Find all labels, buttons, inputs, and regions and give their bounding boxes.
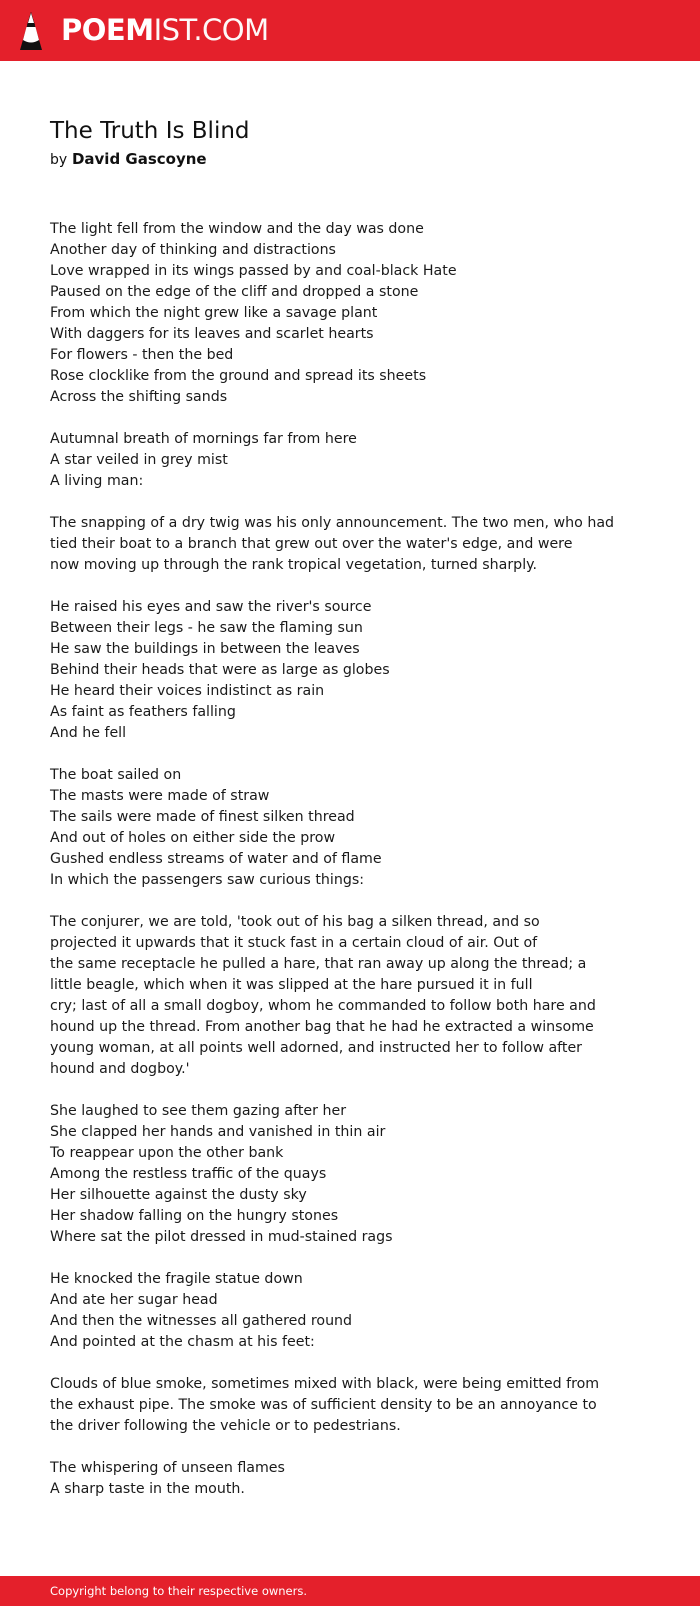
poem-line: Autumnal breath of mornings far from here — [50, 431, 357, 447]
poem-line: Paused on the edge of the cliff and dropped a stone — [50, 284, 419, 300]
poem-line: Where sat the pilot dressed in mud-stained rags — [50, 1229, 393, 1245]
poem-stanza — [50, 597, 670, 744]
logo-light-text: IST.COM — [153, 13, 269, 47]
poem-stanza — [50, 513, 670, 576]
poem-line: He knocked the fragile statue down — [50, 1271, 303, 1287]
poem-line: And pointed at the chasm at his feet: — [50, 1334, 315, 1350]
poem-line: A living man: — [50, 473, 144, 489]
poem-line: The conjurer, we are told, 'took out of his bag a silken thread, and so — [50, 914, 540, 930]
poem-line: In which the passengers saw curious things: — [50, 872, 364, 888]
poem-line: To reappear upon the other bank — [50, 1145, 284, 1161]
poem-line: Behind their heads that were as large as globes — [50, 662, 390, 678]
copyright-text: Copyright belong to their respective owners. — [50, 1584, 308, 1598]
poem-line: He saw the buildings in between the leaves — [50, 641, 360, 657]
poem-line: A sharp taste in the mouth. — [50, 1481, 245, 1497]
poem-line: From which the night grew like a savage plant — [50, 305, 378, 321]
poem-line: Her shadow falling on the hungry stones — [50, 1208, 339, 1224]
logo-bold-text: POEM — [61, 13, 154, 47]
poem-line: As faint as feathers falling — [50, 704, 236, 720]
poem-title: The Truth Is Blind — [50, 118, 250, 144]
poem-line: Clouds of blue smoke, sometimes mixed with black, were being emitted from — [50, 1376, 600, 1392]
poem-line: The boat sailed on — [50, 767, 182, 783]
poem-line: hound up the thread. From another bag that he had he extracted a winsome — [50, 1019, 594, 1035]
poem-stanza — [50, 219, 670, 408]
author-name[interactable]: David Gascoyne — [71, 150, 207, 168]
poem-line: Another day of thinking and distractions — [50, 242, 336, 258]
poem-stanza — [50, 1458, 670, 1500]
poem-line: Love wrapped in its wings passed by and coal-black Hate — [50, 263, 457, 279]
site-logo[interactable] — [61, 12, 269, 48]
poem-stanza — [50, 1101, 670, 1248]
poem-line: the driver following the vehicle or to pedestrians. — [50, 1418, 401, 1434]
poem-line: She laughed to see them gazing after her — [50, 1103, 347, 1119]
poem-line: The sails were made of finest silken thread — [50, 809, 355, 825]
poem-line: Across the shifting sands — [50, 389, 228, 405]
poem-line: cry; last of all a small dogboy, whom he commanded to follow both hare and — [50, 998, 596, 1014]
poem-line: A star veiled in grey mist — [50, 452, 228, 468]
poem-line: And out of holes on either side the prow — [50, 830, 336, 846]
poem-stanza — [50, 765, 670, 891]
poem-line: Gushed endless streams of water and of flame — [50, 851, 382, 867]
poem-stanza — [50, 1374, 670, 1437]
poem-line: She clapped her hands and vanished in thin air — [50, 1124, 386, 1140]
poem-line: He raised his eyes and saw the river's source — [50, 599, 372, 615]
site-footer — [0, 1576, 700, 1606]
pencil-icon[interactable] — [18, 10, 44, 52]
poem-line: now moving up through the rank tropical vegetation, turned sharply. — [50, 557, 538, 573]
poem-line: Rose clocklike from the ground and spread its sheets — [50, 368, 427, 384]
poem-line: And he fell — [50, 725, 127, 741]
poem-line: The snapping of a dry twig was his only announcement. The two men, who had — [50, 515, 615, 531]
poem-body — [50, 219, 670, 1521]
poem-line: hound and dogboy.' — [50, 1061, 190, 1077]
poem-line: The masts were made of straw — [50, 788, 270, 804]
poem-line: little beagle, which when it was slipped at the hare pursued it in full — [50, 977, 533, 993]
poem-stanza — [50, 429, 670, 492]
poem-line: For flowers - then the bed — [50, 347, 234, 363]
poem-line: He heard their voices indistinct as rain — [50, 683, 325, 699]
poem-line: the same receptacle he pulled a hare, that ran away up along the thread; a — [50, 956, 587, 972]
poem-line: And ate her sugar head — [50, 1292, 218, 1308]
poem-stanza — [50, 912, 670, 1080]
poem-line: the exhaust pipe. The smoke was of sufficient density to be an annoyance to — [50, 1397, 597, 1413]
poem-line: Among the restless traffic of the quays — [50, 1166, 327, 1182]
by-label: by — [50, 152, 68, 168]
byline — [50, 148, 207, 171]
poem-line: With daggers for its leaves and scarlet hearts — [50, 326, 374, 342]
poem-line: The whispering of unseen flames — [50, 1460, 285, 1476]
poem-line: young woman, at all points well adorned, and instructed her to follow after — [50, 1040, 583, 1056]
poem-stanza — [50, 1269, 670, 1353]
poem-line: And then the witnesses all gathered round — [50, 1313, 353, 1329]
poem-line: projected it upwards that it stuck fast in a certain cloud of air. Out of — [50, 935, 538, 951]
poem-line: Between their legs - he saw the flaming sun — [50, 620, 363, 636]
site-header — [0, 0, 700, 61]
poem-line: The light fell from the window and the day was done — [50, 221, 424, 237]
poem-line: tied their boat to a branch that grew out over the water's edge, and were — [50, 536, 573, 552]
poem-line: Her silhouette against the dusty sky — [50, 1187, 307, 1203]
